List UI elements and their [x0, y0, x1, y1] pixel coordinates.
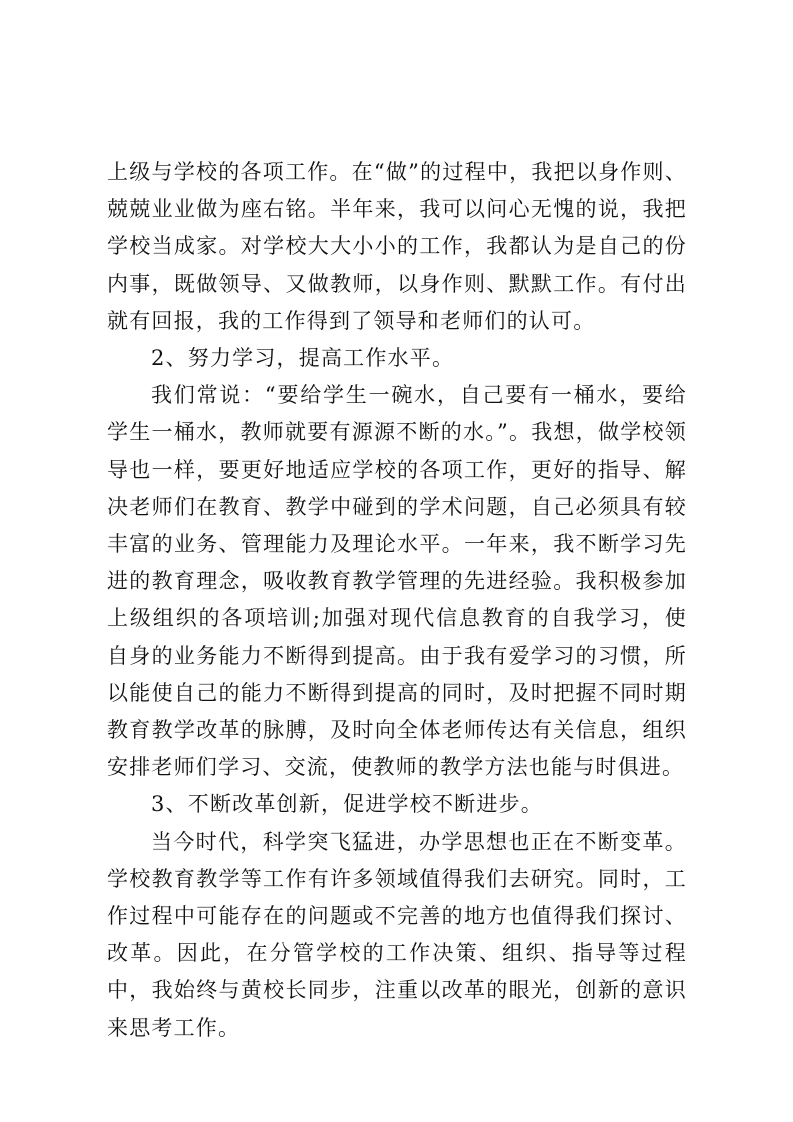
document-body — [107, 154, 687, 1047]
paragraph-reform: 当今时代，科学突飞猛进，办学思想也正在不断变革。学校教育教学等工作有许多领域值得我们去研究。同时，工作过程中可能存在的问题或不完善的地方也值得我们探讨、改革。因此，在分管学校的工作决策、组织、指导等过程中，我始终与黄校长同步，注重以改革的眼光，创新的意识来思考工作。 — [107, 829, 687, 1040]
section-heading-2: 2、努力学习，提高工作水平。 — [151, 346, 455, 371]
paragraph-continuation: 上级与学校的各项工作。在“做”的过程中，我把以身作则、兢兢业业做为座右铭。半年来，我可以问心无愧的说，我把学校当成家。对学校大大小小的工作，我都认为是自己的份内事，既做领导、又做教师，以身作则、默默工作。有付出就有回报，我的工作得到了领导和老师们的认可。 — [107, 160, 687, 333]
section-heading-3: 3、不断改革创新，促进学校不断进步。 — [151, 792, 543, 817]
paragraph-study: 我们常说：“要给学生一碗水，自己要有一桶水，要给学生一桶水，教师就要有源源不断的水。”。我想，做学校领导也一样，要更好地适应学校的各项工作，更好的指导、解决老师们在教育、教学中碰到的学术问题，自己必须具有较丰富的业务、管理能力及理论水平。一年来，我不断学习先进的教育理念，吸收教育教学管理的先进经验。我积极参加上级组织的各项培训;加强对现代信息教育的自我学习，使自身的业务能力不断得到提高。由于我有爱学习的习惯，所以能使自己的能力不断得到提高的同时，及时把握不同时期教育教学改革的脉膊，及时向全体老师传达有关信息，组织安排老师们学习、交流，使教师的教学方法也能与时俱进。 — [107, 383, 687, 780]
